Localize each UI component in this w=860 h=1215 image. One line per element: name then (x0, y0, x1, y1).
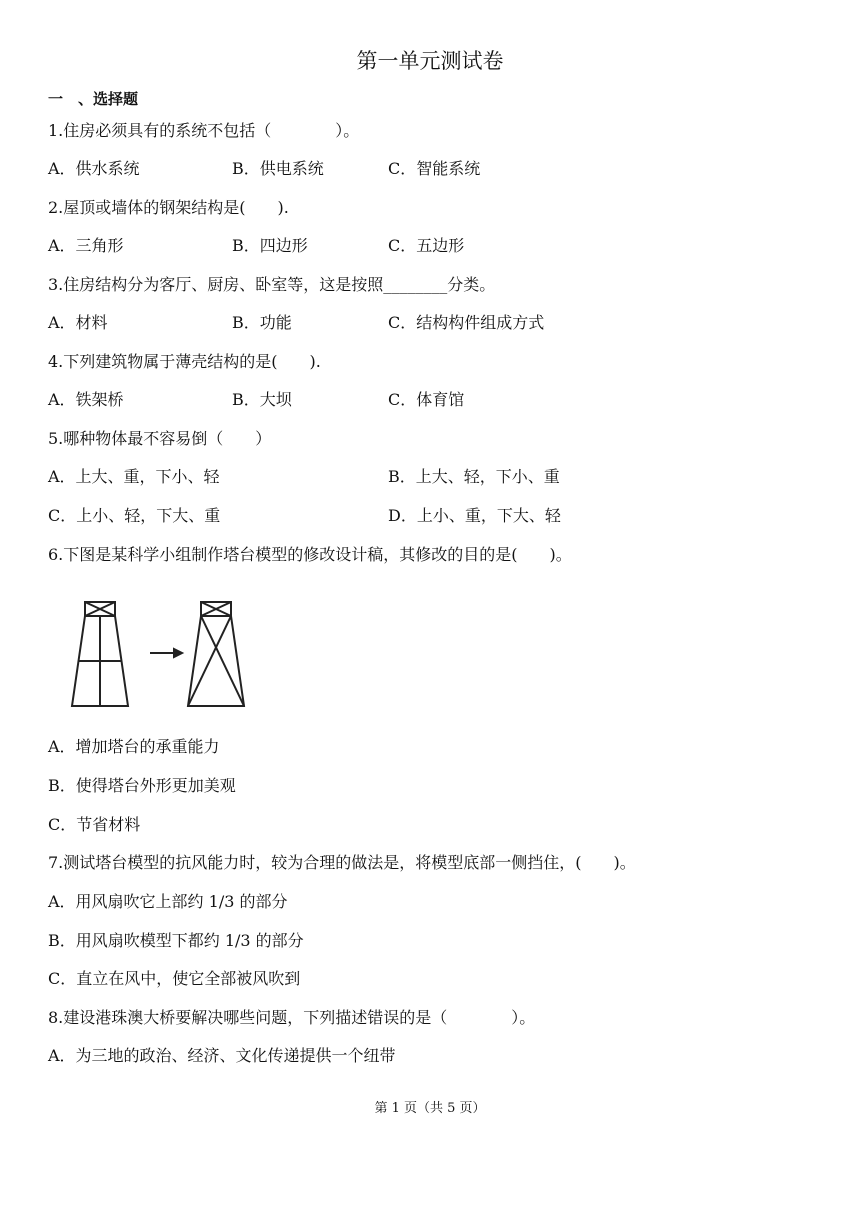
question-8-stem: 8.建设港珠澳大桥要解决哪些问题，下列描述错误的是（ ）。 (48, 1008, 536, 1027)
question-3-stem: 3.住房结构分为客厅、厨房、卧室等，这是按照________分类。 (48, 275, 496, 294)
question-7-option-c: C．直立在风中，使它全部被风吹到 (48, 969, 301, 988)
question-3-option-c: C．结构构件组成方式 (388, 313, 545, 332)
question-3-option-b: B．功能 (232, 313, 292, 332)
original-tower-drawing (72, 602, 128, 706)
question-6-option-a: A．增加塔台的承重能力 (48, 737, 220, 756)
question-8-option-a: A．为三地的政治、经济、文化传递提供一个纽带 (48, 1046, 396, 1065)
question-6-option-b: B．使得塔台外形更加美观 (48, 776, 236, 795)
question-2-option-c: C．五边形 (388, 236, 465, 255)
question-4-option-a: A．铁架桥 (48, 390, 124, 409)
question-6-option-c: C．节省材料 (48, 815, 141, 834)
question-1-option-b: B．供电系统 (232, 159, 324, 178)
tower-model-figure (64, 600, 280, 718)
question-5-option-d: D．上小、重，下大、轻 (388, 506, 561, 525)
question-6-stem: 6.下图是某科学小组制作塔台模型的修改设计稿，其修改的目的是( )。 (48, 545, 572, 564)
question-2-stem: 2.屋顶或墙体的钢架结构是( ). (48, 198, 289, 217)
section-heading: 一 、选择题 (48, 90, 139, 108)
question-5-option-a: A．上大、重，下小、轻 (48, 467, 220, 486)
question-5-stem: 5.哪种物体最不容易倒（ ） (48, 429, 272, 448)
question-7-option-b: B．用风扇吹模型下都约 1/3 的部分 (48, 931, 304, 950)
question-4-option-c: C．体育馆 (388, 390, 465, 409)
arrow-icon (150, 649, 182, 657)
page-footer: 第 1 页（共 5 页） (374, 1101, 486, 1116)
question-7-option-a: A．用风扇吹它上部约 1/3 的部分 (48, 892, 288, 911)
modified-tower-drawing (188, 602, 244, 706)
question-5-option-b: B．上大、轻，下小、重 (388, 467, 560, 486)
question-4-stem: 4.下列建筑物属于薄壳结构的是( ). (48, 352, 321, 371)
question-1-stem: 1.住房必须具有的系统不包括（ ）。 (48, 121, 360, 140)
question-1-option-c: C．智能系统 (388, 159, 481, 178)
question-3-option-a: A．材料 (48, 313, 108, 332)
question-2-option-b: B．四边形 (232, 236, 308, 255)
question-4-option-b: B．大坝 (232, 390, 292, 409)
question-1-option-a: A．供水系统 (48, 159, 140, 178)
page-title: 第一单元测试卷 (356, 49, 504, 73)
question-2-option-a: A．三角形 (48, 236, 124, 255)
question-7-stem: 7.测试塔台模型的抗风能力时，较为合理的做法是，将模型底部一侧挡住，( )。 (48, 853, 636, 872)
question-5-option-c: C．上小、轻，下大、重 (48, 506, 221, 525)
